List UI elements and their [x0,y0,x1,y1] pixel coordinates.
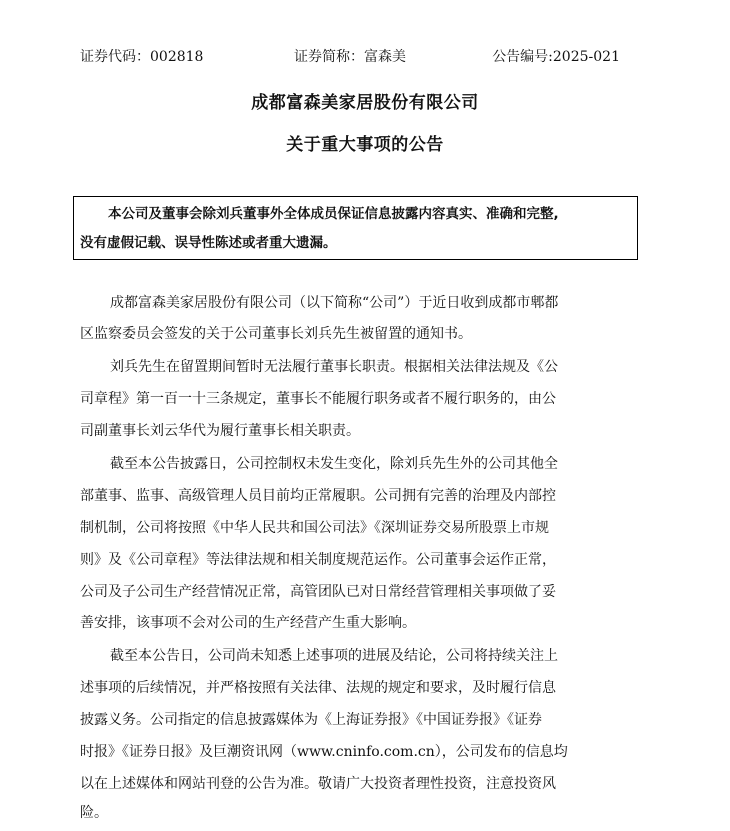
body-line: 刘兵先生在留置期间暂时无法履行董事长职责。根据相关法律法规及《公 [110,359,558,375]
disclaimer-line: 没有虚假记载、误导性陈述或者重大遗漏。 [80,235,337,251]
body-line: 司副董事长刘云华代为履行董事长相关职责。 [80,423,360,439]
body-line: 截至本公告披露日，公司控制权未发生变化，除刘兵先生外的公司其他全 [110,456,558,472]
body-line: 成都富森美家居股份有限公司（以下简称“公司”）于近日收到成都市郫都 [110,295,559,311]
document-header [80,46,620,68]
body-line: 公司及子公司生产经营情况正常，高管团队已对日常经营管理相关事项做了妥 [80,584,556,600]
body-line: 以在上述媒体和网站刊登的公告为准。敬请广大投资者理性投资，注意投资风 [80,776,556,792]
body-line: 则》及《公司章程》等法律法规和相关制度规范运作。公司董事会运作正常， [80,552,556,568]
company-title: 成都富森美家居股份有限公司 [251,93,479,113]
body-line: 司章程》第一百一十三条规定，董事长不能履行职务或者不履行职务的，由公 [80,391,556,407]
body-line: 述事项的后续情况，并严格按照有关法律、法规的规定和要求，及时履行信息 [80,680,556,696]
disclaimer-line: 本公司及董事会除刘兵董事外全体成员保证信息披露内容真实、准确和完整, [108,206,559,222]
body-line: 险。 [80,805,108,821]
body-line: 披露义务。公司指定的信息披露媒体为《上海证券报》《中国证券报》《证券 [80,712,542,728]
body-line: 区监察委员会签发的关于公司董事长刘兵先生被留置的通知书。 [80,326,472,342]
announcement-title: 关于重大事项的公告 [286,135,444,155]
body-line: 制机制，公司将按照《中华人民共和国公司法》《深圳证券交易所股票上市规 [80,520,549,536]
body-line: 截至本公告日，公司尚未知悉上述事项的进展及结论，公司将持续关注上 [110,648,558,664]
body-line: 部董事、监事、高级管理人员目前均正常履职。公司拥有完善的治理及内部控 [80,488,556,504]
announcement-number: 公告编号:2025-021 [492,49,620,65]
body-line: 善安排，该事项不会对公司的生产经营产生重大影响。 [80,615,416,631]
security-code: 证券代码：002818 [80,49,204,65]
body-line: 时报》《证券日报》及巨潮资讯网（www.cninfo.com.cn），公司发布的信息均 [80,744,568,760]
disclaimer-box [73,196,638,260]
security-abbreviation: 证券简称：富森美 [294,49,406,65]
